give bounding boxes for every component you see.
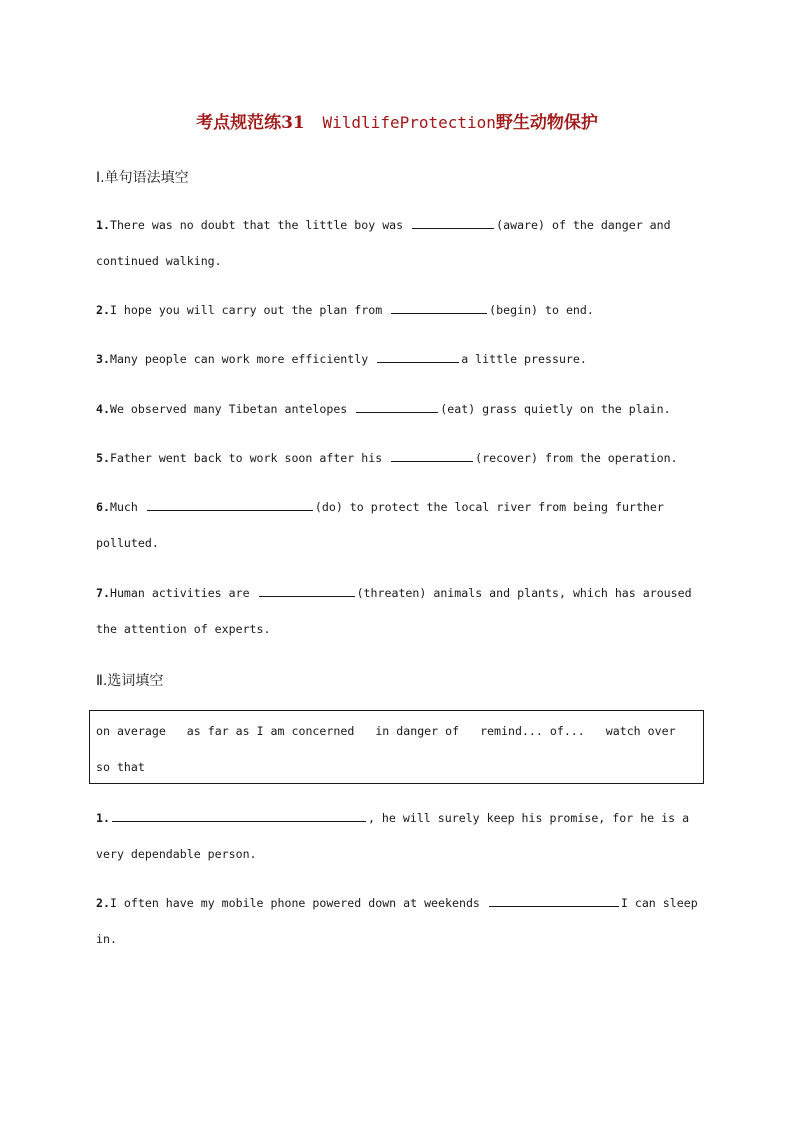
question-1-6 xyxy=(96,489,702,561)
section-2-heading: Ⅱ.选词填空 xyxy=(96,673,164,689)
question-text: , he will surely keep his promise, for he is a very dependable person. xyxy=(96,811,697,861)
answer-blank[interactable] xyxy=(147,497,313,511)
question-text: (threaten) animals and plants, which has aroused the attention of experts. xyxy=(96,586,699,636)
question-text: Human activities are xyxy=(109,586,257,600)
word-option: on average xyxy=(96,724,166,738)
question-text: There was no doubt that the little boy was xyxy=(109,218,411,232)
question-text: (aware) of the danger and continued walking. xyxy=(96,218,678,268)
question-number: 7. xyxy=(96,586,110,600)
question-1-4 xyxy=(96,391,702,427)
question-text: (eat) grass quietly on the plain. xyxy=(440,402,671,416)
question-text: Much xyxy=(109,500,145,514)
title-suffix: 野生动物保护 xyxy=(495,113,598,133)
question-text: I hope you will carry out the plan from xyxy=(109,303,390,317)
question-text: Many people can work more efficiently xyxy=(109,352,376,366)
question-text: (begin) to end. xyxy=(489,303,594,317)
word-bank-box xyxy=(89,710,704,784)
answer-blank[interactable] xyxy=(489,893,619,907)
question-text: (do) to protect the local river from being further polluted. xyxy=(96,500,671,550)
word-option: as far as I am concerned xyxy=(186,724,355,738)
question-1-2 xyxy=(96,292,702,328)
word-option: watch over xyxy=(605,724,676,738)
word-option: in danger of xyxy=(375,724,460,738)
question-number: 3. xyxy=(96,352,110,366)
question-1-1 xyxy=(96,207,702,279)
section-1-heading: Ⅰ.单句语法填空 xyxy=(96,170,189,186)
answer-blank[interactable] xyxy=(391,448,473,462)
question-number: 1. xyxy=(96,811,110,825)
title-prefix: 考点规范练31 xyxy=(196,113,305,133)
question-number: 2. xyxy=(96,896,110,910)
question-1-7 xyxy=(96,575,702,647)
answer-blank[interactable] xyxy=(391,300,487,314)
title-english: WildlifeProtection xyxy=(322,113,496,132)
question-number: 6. xyxy=(96,500,110,514)
answer-blank[interactable] xyxy=(112,808,366,822)
word-option: so that xyxy=(96,760,145,774)
question-2-1 xyxy=(96,800,702,872)
word-bank xyxy=(96,713,696,785)
answer-blank[interactable] xyxy=(356,399,438,413)
question-number: 5. xyxy=(96,451,110,465)
question-1-5 xyxy=(96,440,702,476)
answer-blank[interactable] xyxy=(412,215,494,229)
question-1-3 xyxy=(96,341,702,377)
question-text: (recover) from the operation. xyxy=(475,451,678,465)
question-number: 4. xyxy=(96,402,110,416)
word-option: remind... of... xyxy=(480,724,585,738)
answer-blank[interactable] xyxy=(377,349,459,363)
question-number: 2. xyxy=(96,303,110,317)
question-text: We observed many Tibetan antelopes xyxy=(109,402,355,416)
question-number: 1. xyxy=(96,218,110,232)
question-text: a little pressure. xyxy=(461,352,587,366)
question-text: Father went back to work soon after his xyxy=(109,451,390,465)
page-title xyxy=(0,108,794,133)
question-text: I can sleep in. xyxy=(96,896,705,946)
question-2-2 xyxy=(96,885,705,957)
question-text: I often have my mobile phone powered down at weekends xyxy=(109,896,487,910)
answer-blank[interactable] xyxy=(259,583,355,597)
